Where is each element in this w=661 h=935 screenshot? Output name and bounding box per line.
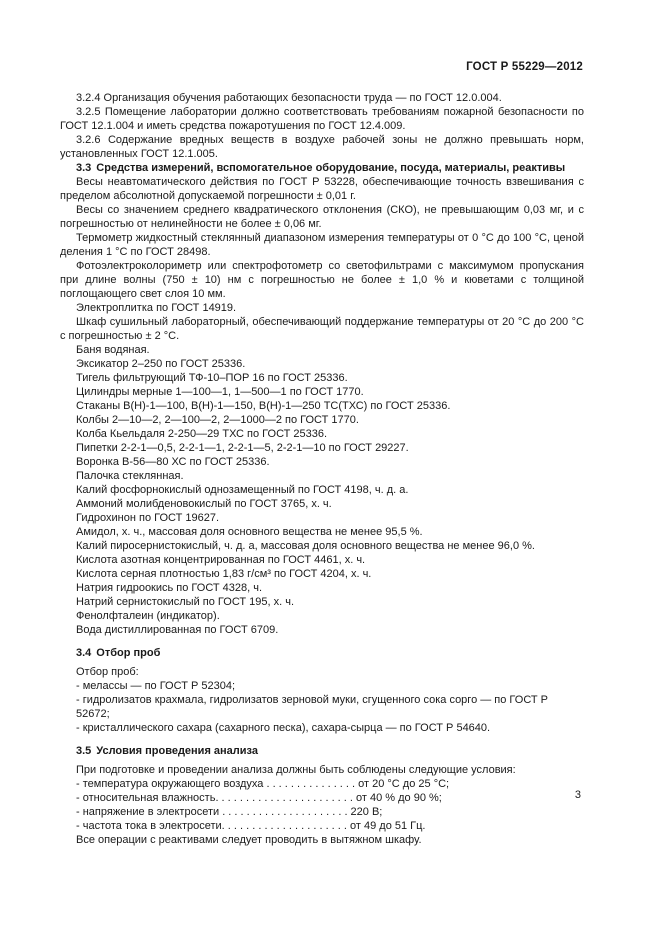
spacer — [60, 637, 584, 646]
condition-item: - температура окружающего воздуха . . . . . . . . . . . . . . . от 20 °С до 25 °С; — [76, 778, 450, 790]
reagent-item: Вода дистиллированная по ГОСТ 6709. — [76, 624, 279, 636]
condition-item: - относительная влажность. . . . . . . . . . . . . . . . . . . . . . . от 40 % до 90 %; — [76, 792, 442, 804]
equipment-paragraph: Весы неавтоматического действия по ГОСТ Р 53228, обеспечивающие точность взвешивания с пределом абсолютной допускаемой погрешности ± 0,01 г. — [60, 176, 584, 202]
equipment-item: Пипетки 2-2-1—0,5, 2-2-1—1, 2-2-1—5, 2-2-1—10 по ГОСТ 29227. — [76, 442, 409, 454]
equipment-item: Палочка стеклянная. — [76, 470, 184, 482]
section-title: Отбор проб — [96, 647, 161, 659]
equipment-item: Цилиндры мерные 1—100—1, 1—500—1 по ГОСТ 1770. — [76, 386, 364, 398]
equipment-item: Баня водяная. — [76, 344, 150, 356]
equipment-item: Воронка В-56—80 ХС по ГОСТ 25336. — [76, 456, 270, 468]
section-number: 3.4 — [76, 647, 92, 659]
section-title: Средства измерений, вспомогательное оборудование, посуда, материалы, реактивы — [96, 162, 566, 174]
reagent-item: Кислота серная плотностью 1,83 г/см³ по ГОСТ 4204, х. ч. — [76, 568, 372, 580]
reagent-item: Амидол, х. ч., массовая доля основного вещества не менее 95,5 %. — [76, 526, 423, 538]
section-number: 3.3 — [76, 162, 92, 174]
page-number: 3 — [574, 789, 581, 801]
equipment-paragraph: Весы со значением среднего квадратического отклонения (СКО), не превышающим 0,03 мг, и с погрешностью от нелинейности не более ± 0,06 мг. — [60, 204, 584, 230]
reagent-item: Натрий сернистокислый по ГОСТ 195, х. ч. — [76, 596, 295, 608]
standard-header: ГОСТ Р 55229—2012 — [466, 61, 583, 73]
clause-3-2-5: 3.2.5 Помещение лаборатории должно соответствовать требованиям пожарной безопасности по ГОСТ 12.1.004 и иметь средства пожаротушения по ГОСТ 12.4.009. — [60, 106, 584, 132]
clause-3-2-6: 3.2.6 Содержание вредных веществ в воздухе рабочей зоны не должно превышать норм, установленных ГОСТ 12.1.005. — [60, 134, 584, 160]
conditions-closing: Все операции с реактивами следует проводить в вытяжном шкафу. — [76, 834, 422, 846]
condition-item: - частота тока в электросети. . . . . . . . . . . . . . . . . . . . . от 49 до 51 Гц. — [76, 820, 426, 832]
sampling-item: - гидролизатов крахмала, гидролизатов зерновой муки, сгущенного сока сорго — по ГОСТ Р 52672; — [76, 694, 549, 720]
reagent-item: Кислота азотная концентрированная по ГОСТ 4461, х. ч. — [76, 554, 366, 566]
reagent-item: Калий фосфорнокислый однозамещенный по ГОСТ 4198, ч. д. а. — [76, 484, 409, 496]
reagent-item: Гидрохинон по ГОСТ 19627. — [76, 512, 220, 524]
section-3-5-heading — [60, 744, 584, 758]
condition-item: - напряжение в электросети . . . . . . . . . . . . . . . . . . . . . 220 В; — [76, 806, 383, 818]
equipment-paragraph: Электроплитка по ГОСТ 14919. — [76, 302, 237, 314]
equipment-item: Эксикатор 2–250 по ГОСТ 25336. — [76, 358, 246, 370]
clause-3-2-4: 3.2.4 Организация обучения работающих безопасности труда — по ГОСТ 12.0.004. — [76, 92, 502, 104]
reagent-item: Натрия гидроокись по ГОСТ 4328, ч. — [76, 582, 263, 594]
section-3-3-heading — [60, 161, 584, 175]
spacer — [60, 735, 584, 744]
equipment-item: Тигель фильтрующий ТФ-10–ПОР 16 по ГОСТ 25336. — [76, 372, 348, 384]
section-number: 3.5 — [76, 745, 92, 757]
reagent-item: Фенолфталеин (индикатор). — [76, 610, 220, 622]
conditions-intro: При подготовке и проведении анализа должны быть соблюдены следующие условия: — [76, 764, 516, 776]
equipment-paragraph: Термометр жидкостный стеклянный диапазоном измерения температуры от 0 °С до 100 °С, ценой деления 1 °С по ГОСТ 28498. — [60, 232, 584, 258]
sampling-intro: Отбор проб: — [76, 666, 139, 678]
sampling-item: - кристаллического сахара (сахарного песка), сахара-сырца — по ГОСТ Р 54640. — [76, 722, 491, 734]
equipment-item: Колбы 2—10—2, 2—100—2, 2—1000—2 по ГОСТ 1770. — [76, 414, 359, 426]
equipment-item: Стаканы В(Н)-1—100, В(Н)-1—150, В(Н)-1—250 ТС(ТХС) по ГОСТ 25336. — [76, 400, 451, 412]
equipment-item: Колба Кьельдаля 2-250—29 ТХС по ГОСТ 25336. — [76, 428, 328, 440]
section-3-4-heading — [60, 646, 584, 660]
reagent-item: Калий пиросернистокислый, ч. д. а, массовая доля основного вещества не менее 96,0 %. — [76, 540, 535, 552]
page-content — [60, 91, 584, 847]
equipment-paragraph: Шкаф сушильный лабораторный, обеспечивающий поддержание температуры от 20 °С до 200 °С с погрешностью ± 2 °С. — [60, 316, 584, 342]
section-title: Условия проведения анализа — [96, 745, 258, 757]
sampling-item: - мелассы — по ГОСТ Р 52304; — [76, 680, 236, 692]
equipment-paragraph: Фотоэлектроколориметр или спектрофотометр со светофильтрами с максимумом пропускания при длине волны (750 ± 10) нм с погрешностью не более ± 1,0 % и кюветами с толщиной поглощающего свет слоя 10 мм. — [60, 260, 584, 300]
reagent-item: Аммоний молибденовокислый по ГОСТ 3765, х. ч. — [76, 498, 332, 510]
